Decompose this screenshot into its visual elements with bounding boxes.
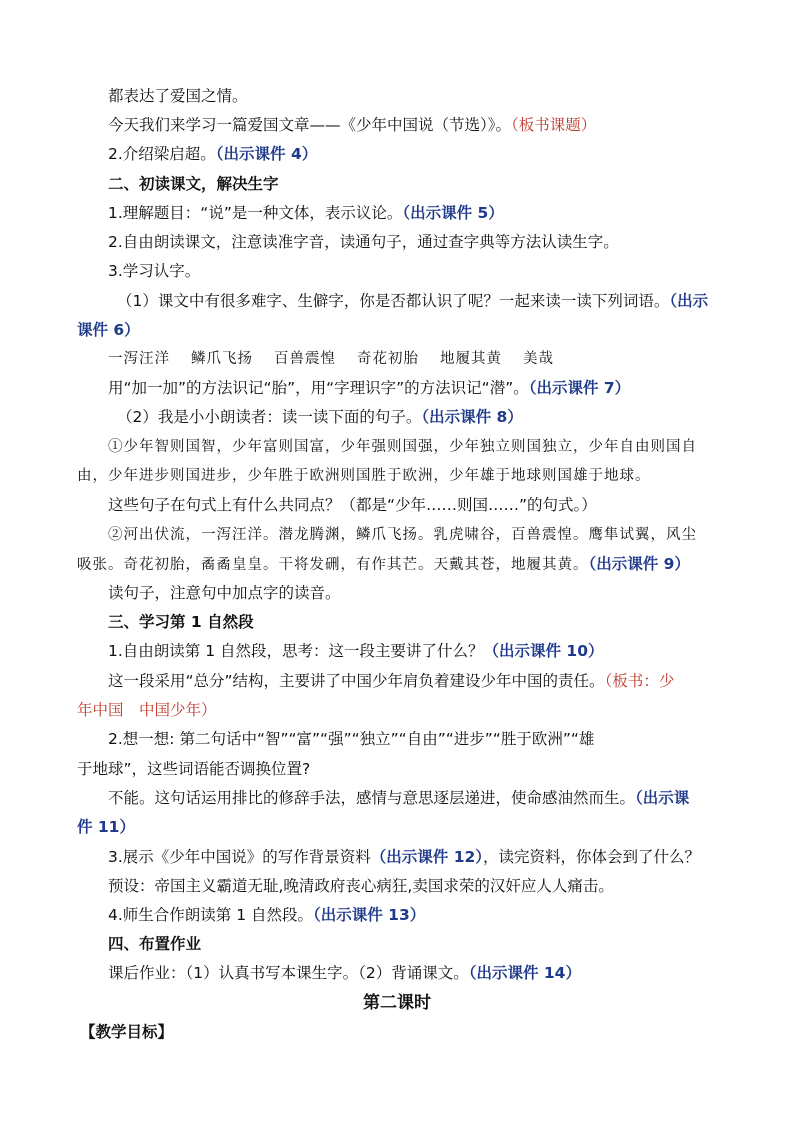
text-line: 1.自由朗读第 1 自然段，思考：这一段主要讲了什么？（出示课件 10） <box>108 642 604 660</box>
text-line: 1.理解题目：“说”是一种文体，表示议论。（出示课件 5） <box>108 204 504 222</box>
section-heading: 四、布置作业 <box>108 935 202 953</box>
word-item: 鳞爪飞扬 <box>191 351 253 367</box>
text-line: 今天我们来学习一篇爱国文章——《少年中国说（节选）》。（板书课题） <box>108 116 597 134</box>
courseware-note: （出示 <box>669 292 709 310</box>
teaching-goals-heading: 【教学目标】 <box>80 1023 174 1041</box>
lesson-title: 第二课时 <box>363 993 431 1013</box>
section-heading: 二、初读课文，解决生字 <box>108 175 279 193</box>
text-line: 预设：帝国主义霸道无耻,晚清政府丧心病狂,卖国求荣的汉奸应人人痛击。 <box>108 877 614 895</box>
text-line: 2.想一想: 第二句话中“智”“富”“强”“独立”“自由”“进步”“胜于欧洲”“雄 <box>108 730 595 748</box>
word-item: 一泻汪洋 <box>108 351 170 367</box>
courseware-note: （出示课件 7） <box>528 379 631 397</box>
reading-sentence: 由，少年进步则国进步，少年胜于欧洲则国胜于欧洲，少年雄于地球则国雄于地球。 <box>77 468 651 484</box>
word-item: 百兽震惶 <box>274 351 336 367</box>
word-item: 地履其黄 <box>440 351 502 367</box>
text-line: 2.自由朗读课文，注意读准字音，读通句子，通过查字典等方法认读生字。 <box>108 233 619 251</box>
text-line: 2.介绍梁启超。（出示课件 4） <box>108 145 318 163</box>
word-list <box>108 348 575 370</box>
text-line: 吸张。奇花初胎，矞矞皇皇。干将发硎，有作其芒。天戴其苍，地履其黄。（出示课件 9） <box>77 555 690 573</box>
text-line: 用“加一加”的方法识记“胎”，用“字理识字”的方法识记“潜”。（出示课件 7） <box>108 379 631 397</box>
section-heading: 三、学习第 1 自然段 <box>108 613 254 631</box>
courseware-note: 课件 6） <box>77 321 140 339</box>
text-line: 都表达了爱国之情。 <box>108 87 248 105</box>
text-line: 读句子，注意句中加点字的读音。 <box>108 584 341 602</box>
text-line: （2）我是小小朗读者：读一读下面的句子。（出示课件 8） <box>117 408 523 426</box>
courseware-note: （出示课件 4） <box>215 145 318 163</box>
word-item: 美哉 <box>523 351 554 367</box>
courseware-note: （出示课件 14） <box>468 964 581 982</box>
blackboard-note: （板书：少 <box>604 672 675 690</box>
text-line: 3.学习认字。 <box>108 262 201 280</box>
courseware-note: （出示课件 10） <box>483 642 604 660</box>
text-line: 这些句子在句式上有什么共同点？（都是“少年……则国……”的句式。） <box>108 496 597 514</box>
text-line: 4.师生合作朗读第 1 自然段。（出示课件 13） <box>108 906 426 924</box>
text-line: 不能。这句话运用排比的修辞手法，感情与意思逐层递进，使命感油然而生。（出示课 <box>108 789 690 807</box>
text-line: 3.展示《少年中国说》的写作背景资料（出示课件 12），读完资料，你体会到了什么？ <box>108 848 701 866</box>
word-item: 奇花初胎 <box>357 351 419 367</box>
courseware-note: （出示课件 12） <box>370 848 484 866</box>
text-line: （1）课文中有很多难字、生僻字，你是否都认识了呢？一起来读一读下列词语。（出示 <box>117 292 709 310</box>
courseware-note: （出示课件 5） <box>402 204 504 222</box>
courseware-note: （出示课 <box>635 789 690 807</box>
reading-sentence: ①少年智则国智，少年富则国富，少年强则国强，少年独立则国独立，少年自由则国自 <box>108 439 697 455</box>
text-line: 于地球”，这些词语能否调换位置? <box>77 760 311 778</box>
reading-sentence: ②河出伏流，一泻汪洋。潜龙腾渊，鳞爪飞扬。乳虎啸谷，百兽震惶。鹰隼试翼，风尘 <box>108 527 697 543</box>
courseware-note: （出示课件 13） <box>313 906 426 924</box>
courseware-note: 件 11） <box>77 818 135 836</box>
courseware-note: （出示课件 9） <box>588 555 690 573</box>
text-line: 这一段采用“总分”结构，主要讲了中国少年肩负着建设少年中国的责任。（板书：少 <box>108 672 675 690</box>
blackboard-note: 年中国 中国少年） <box>77 701 217 719</box>
blackboard-note: （板书课题） <box>511 116 597 134</box>
courseware-note: （出示课件 8） <box>421 408 523 426</box>
text-line: 课后作业：（1）认真书写本课生字。（2）背诵课文。（出示课件 14） <box>108 964 581 982</box>
